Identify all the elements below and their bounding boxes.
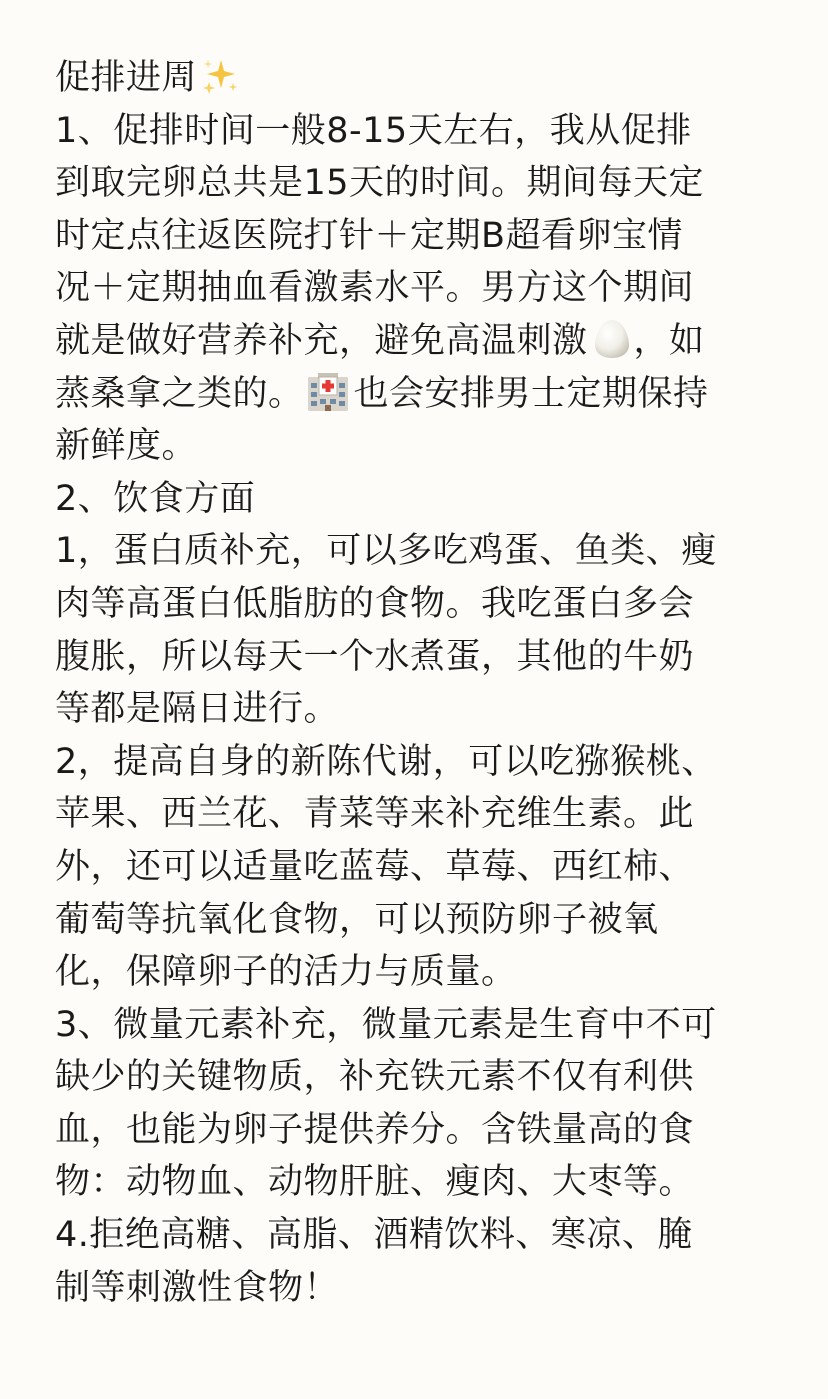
text-line: 等都是隔日进行。 <box>55 689 340 730</box>
text-line: 时定点往返医院打针＋定期B超看卵宝情 <box>55 215 684 256</box>
text-line: 3、微量元素补充，微量元素是生育中不可 <box>55 1004 717 1045</box>
text-line-with-hospital <box>55 368 785 421</box>
section-heading: 2、饮食方面 <box>55 478 256 519</box>
hospital-icon <box>306 372 350 412</box>
egg-icon <box>592 318 632 360</box>
text-line-with-egg <box>55 315 785 368</box>
text-line: 缺少的关键物质，补充铁元素不仅有利供 <box>55 1057 695 1098</box>
note-body <box>55 52 785 1314</box>
text-line: 制等刺激性食物！ <box>55 1267 340 1308</box>
text-line: 物：动物血、动物肝脏、瘦肉、大枣等。 <box>55 1162 695 1203</box>
text-line: 1，蛋白质补充，可以多吃鸡蛋、鱼类、瘦 <box>55 531 717 572</box>
note-title <box>55 52 785 105</box>
text-segment: 就是做好营养补充，避免高温刺激 <box>55 320 588 361</box>
text-line: 4.拒绝高糖、高脂、酒精饮料、寒凉、腌 <box>55 1215 693 1256</box>
text-line: 2，提高自身的新陈代谢，可以吃猕猴桃、 <box>55 741 717 782</box>
text-line: 苹果、西兰花、青菜等来补充维生素。此 <box>55 794 695 835</box>
note-title-text: 促排进周 <box>55 58 198 98</box>
text-line: 况＋定期抽血看激素水平。男方这个期间 <box>55 268 695 309</box>
text-segment: 也会安排男士定期保持 <box>353 373 709 414</box>
text-segment: 蒸桑拿之类的。 <box>55 373 304 414</box>
text-line: 1、促排时间一般8-15天左右，我从促排 <box>55 110 692 151</box>
sparkles-icon <box>199 56 239 96</box>
text-line: 外，还可以适量吃蓝莓、草莓、西红柿、 <box>55 846 695 887</box>
text-line: 葡萄等抗氧化食物，可以预防卵子被氧 <box>55 899 659 940</box>
text-segment: ，如 <box>633 320 705 361</box>
text-line: 血，也能为卵子提供养分。含铁量高的食 <box>55 1109 695 1150</box>
text-line: 新鲜度。 <box>55 426 198 467</box>
text-line: 肉等高蛋白低脂肪的食物。我吃蛋白多会 <box>55 583 695 624</box>
text-line: 腹胀，所以每天一个水煮蛋，其他的牛奶 <box>55 636 695 677</box>
text-line: 化，保障卵子的活力与质量。 <box>55 952 517 993</box>
text-line: 到取完卵总共是15天的时间。期间每天定 <box>55 163 705 204</box>
